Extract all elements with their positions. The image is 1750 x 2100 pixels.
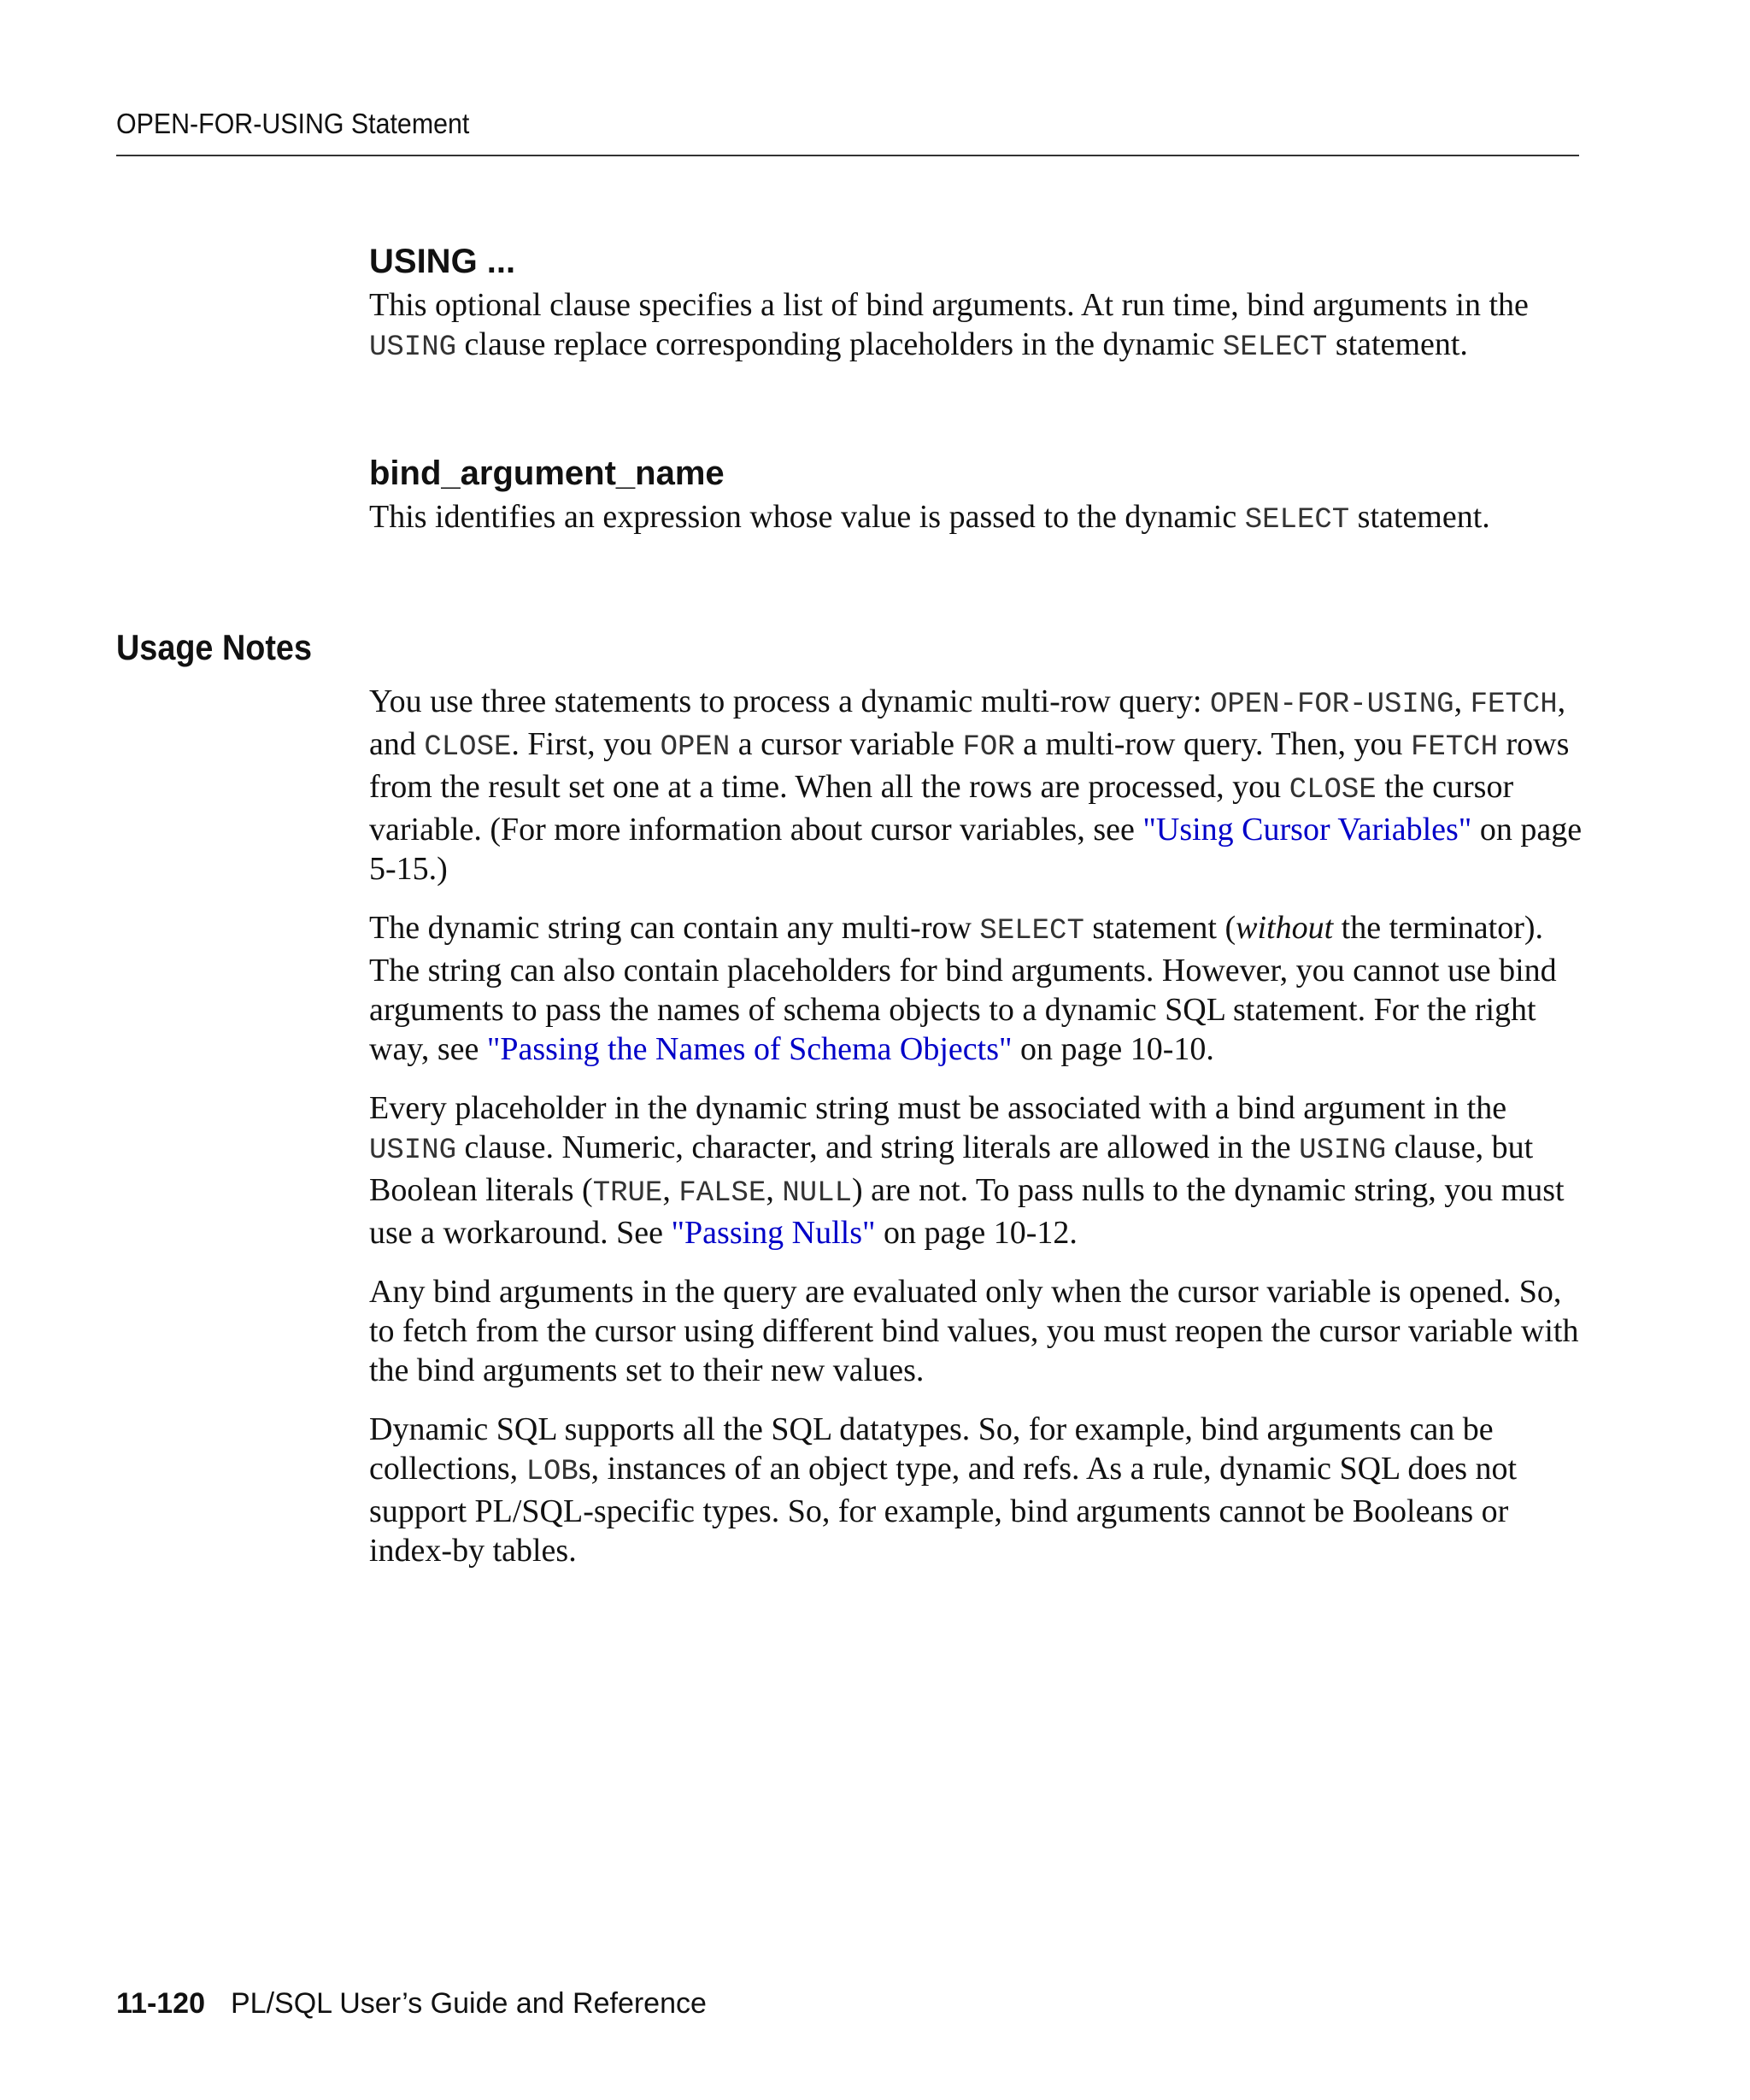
using-description: This optional clause specifies a list of bind arguments. At run time, bind arguments in the USING clause replace corresponding placeholders in the dynamic SELECT statement.: [369, 287, 1529, 364]
link-using-cursor-variables[interactable]: "Using Cursor Variables": [1142, 812, 1472, 848]
page-footer: [116, 1987, 707, 2021]
running-head: OPEN-FOR-USING Statement: [116, 108, 470, 139]
page-number: 11-120: [116, 1987, 205, 2020]
usage-paragraph-2: The dynamic string can contain any multi-row SELECT statement (without the terminator). The string can also contain placeholders for bind arguments. However, you cannot use bind arguments to pass the names of schema objects to a dynamic SQL statement. For the right way, see "Passing the Names of Schema Objects" on page 10-10.: [369, 910, 1557, 1067]
usage-paragraph-3: Every placeholder in the dynamic string must be associated with a bind argument in the USING clause. Numeric, character, and string literals are allowed in the USING clause, but Boolean literals (TRUE, FALSE, NULL) are not. To pass nulls to the dynamic string, you must use a workaround. See "Passing Nulls" on page 10-12.: [369, 1090, 1565, 1251]
bind-argument-heading: bind_argument_name: [369, 455, 725, 492]
usage-paragraph-1: You use three statements to process a dynamic multi-row query: OPEN-FOR-USING, FETCH, and CLOSE. First, you OPEN a cursor variable FOR a multi-row query. Then, you FETCH rows from the result set one at a time. When all the rows are processed, you CLOSE the cursor variable. (For more information about cursor variables, see "Using Cursor Variables" on page 5-15.): [369, 683, 1583, 887]
bind-argument-section: [369, 453, 1583, 540]
header-rule: [116, 155, 1579, 156]
using-heading: USING ...: [369, 243, 516, 280]
usage-notes-heading: Usage Notes: [116, 627, 312, 667]
using-section: [369, 241, 1583, 367]
usage-notes-body: [369, 682, 1583, 1570]
bind-argument-description: This identifies an expression whose value is passed to the dynamic SELECT statement.: [369, 499, 1490, 537]
code-select: SELECT: [1244, 504, 1350, 537]
usage-paragraph-5: Dynamic SQL supports all the SQL datatypes. So, for example, bind arguments can be collections, LOBs, instances of an object type, and refs. As a rule, dynamic SQL does not support PL/SQL-specific types. So, for example, bind arguments cannot be Booleans or index-by tables.: [369, 1411, 1518, 1569]
usage-paragraph-4: Any bind arguments in the query are evaluated only when the cursor variable is opened. So, to fetch from the cursor using different bind values, you must reopen the cursor variable with the bind arguments set to their new values.: [369, 1274, 1579, 1388]
book-title: PL/SQL User’s Guide and Reference: [231, 1987, 707, 2020]
link-passing-nulls[interactable]: "Passing Nulls": [671, 1215, 876, 1251]
code-using: USING: [369, 331, 457, 364]
link-passing-names-of-schema-objects[interactable]: "Passing the Names of Schema Objects": [486, 1031, 1013, 1067]
code-select: SELECT: [1222, 331, 1328, 364]
